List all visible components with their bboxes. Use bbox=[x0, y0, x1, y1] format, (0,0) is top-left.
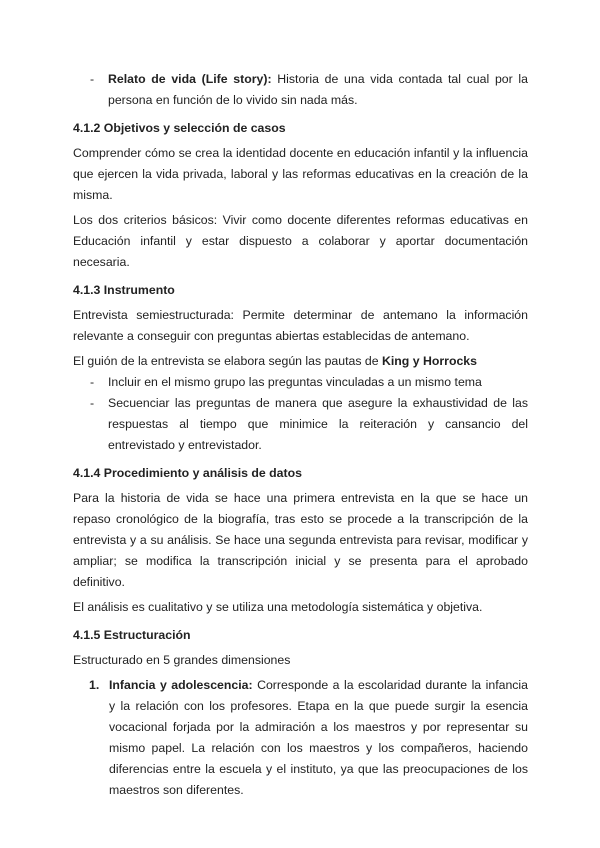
paragraph-procedimiento: Para la historia de vida se hace una primera entrevista en la que se hace un repaso cronológico de la biografía, tras esto se procede a la transcripción de la entrevista y a su análisis. Se hace una segunda entrevista para revisar, modificar y ampliar; se modifica la transcripción inicial y se presenta para el aprobado definitivo. bbox=[73, 491, 528, 589]
paragraph-entrevista: Entrevista semiestructurada: Permite determinar de antemano la información relevante a conseguir con preguntas abiertas establecidas de antemano. bbox=[73, 308, 528, 343]
paragraph-objetivos: Comprender cómo se crea la identidad docente en educación infantil y la influencia que ejercen la vida privada, laboral y las reformas educativas en la creación de la misma. bbox=[73, 146, 528, 202]
heading-4-1-2: 4.1.2 Objetivos y selección de casos bbox=[73, 121, 286, 135]
list-bullet: - bbox=[90, 396, 95, 410]
term-relato-de-vida: Relato de vida (Life story): bbox=[108, 72, 272, 86]
paragraph-criterios: Los dos criterios básicos: Vivir como docente diferentes reformas educativas en Educación infantil y estar dispuesto a colaborar y aportar documentación necesaria. bbox=[73, 213, 528, 269]
heading-4-1-3: 4.1.3 Instrumento bbox=[73, 283, 175, 297]
heading-4-1-5: 4.1.5 Estructuración bbox=[73, 628, 191, 642]
list-item-text: Secuenciar las preguntas de manera que asegure la exhaustividad de las respuestas al tiempo que minimice la reiteración y cansancio del entrevistado y entrevistador. bbox=[108, 396, 528, 452]
paragraph-analisis: El análisis es cualitativo y se utiliza una metodología sistemática y objetiva. bbox=[73, 600, 483, 614]
list-item bbox=[73, 393, 528, 456]
numbered-item-infancia bbox=[73, 675, 528, 801]
page-content bbox=[73, 69, 528, 801]
heading-4-1-4: 4.1.4 Procedimiento y análisis de datos bbox=[73, 466, 302, 480]
term-infancia: Infancia y adolescencia: bbox=[109, 678, 253, 692]
list-number: 1. bbox=[89, 678, 100, 692]
list-item-relato-de-vida bbox=[73, 69, 528, 111]
paragraph-guion-text: El guión de la entrevista se elabora según las pautas de bbox=[73, 354, 382, 368]
list-bullet: - bbox=[90, 72, 95, 86]
list-item-text: Historia de una vida contada tal cual por la persona en función de lo vivido sin nada más. bbox=[108, 72, 528, 107]
list-bullet: - bbox=[90, 375, 95, 389]
list-item-text: Incluir en el mismo grupo las preguntas vinculadas a un mismo tema bbox=[108, 375, 482, 389]
paragraph-estructurado: Estructurado en 5 grandes dimensiones bbox=[73, 653, 291, 667]
bold-king-horrocks: King y Horrocks bbox=[382, 354, 477, 368]
list-item-text: Corresponde a la escolaridad durante la infancia y la relación con los profesores. Etapa en la que puede surgir la esencia vocacional forjada por la admiración a los maestros y por representar su mismo papel. La relación con los maestros y los compañeros, haciendo diferencias entre la escuela y el instituto, ya que las preocupaciones de los maestros son diferentes. bbox=[109, 678, 529, 797]
list-item bbox=[73, 372, 528, 393]
paragraph-guion bbox=[73, 351, 528, 372]
